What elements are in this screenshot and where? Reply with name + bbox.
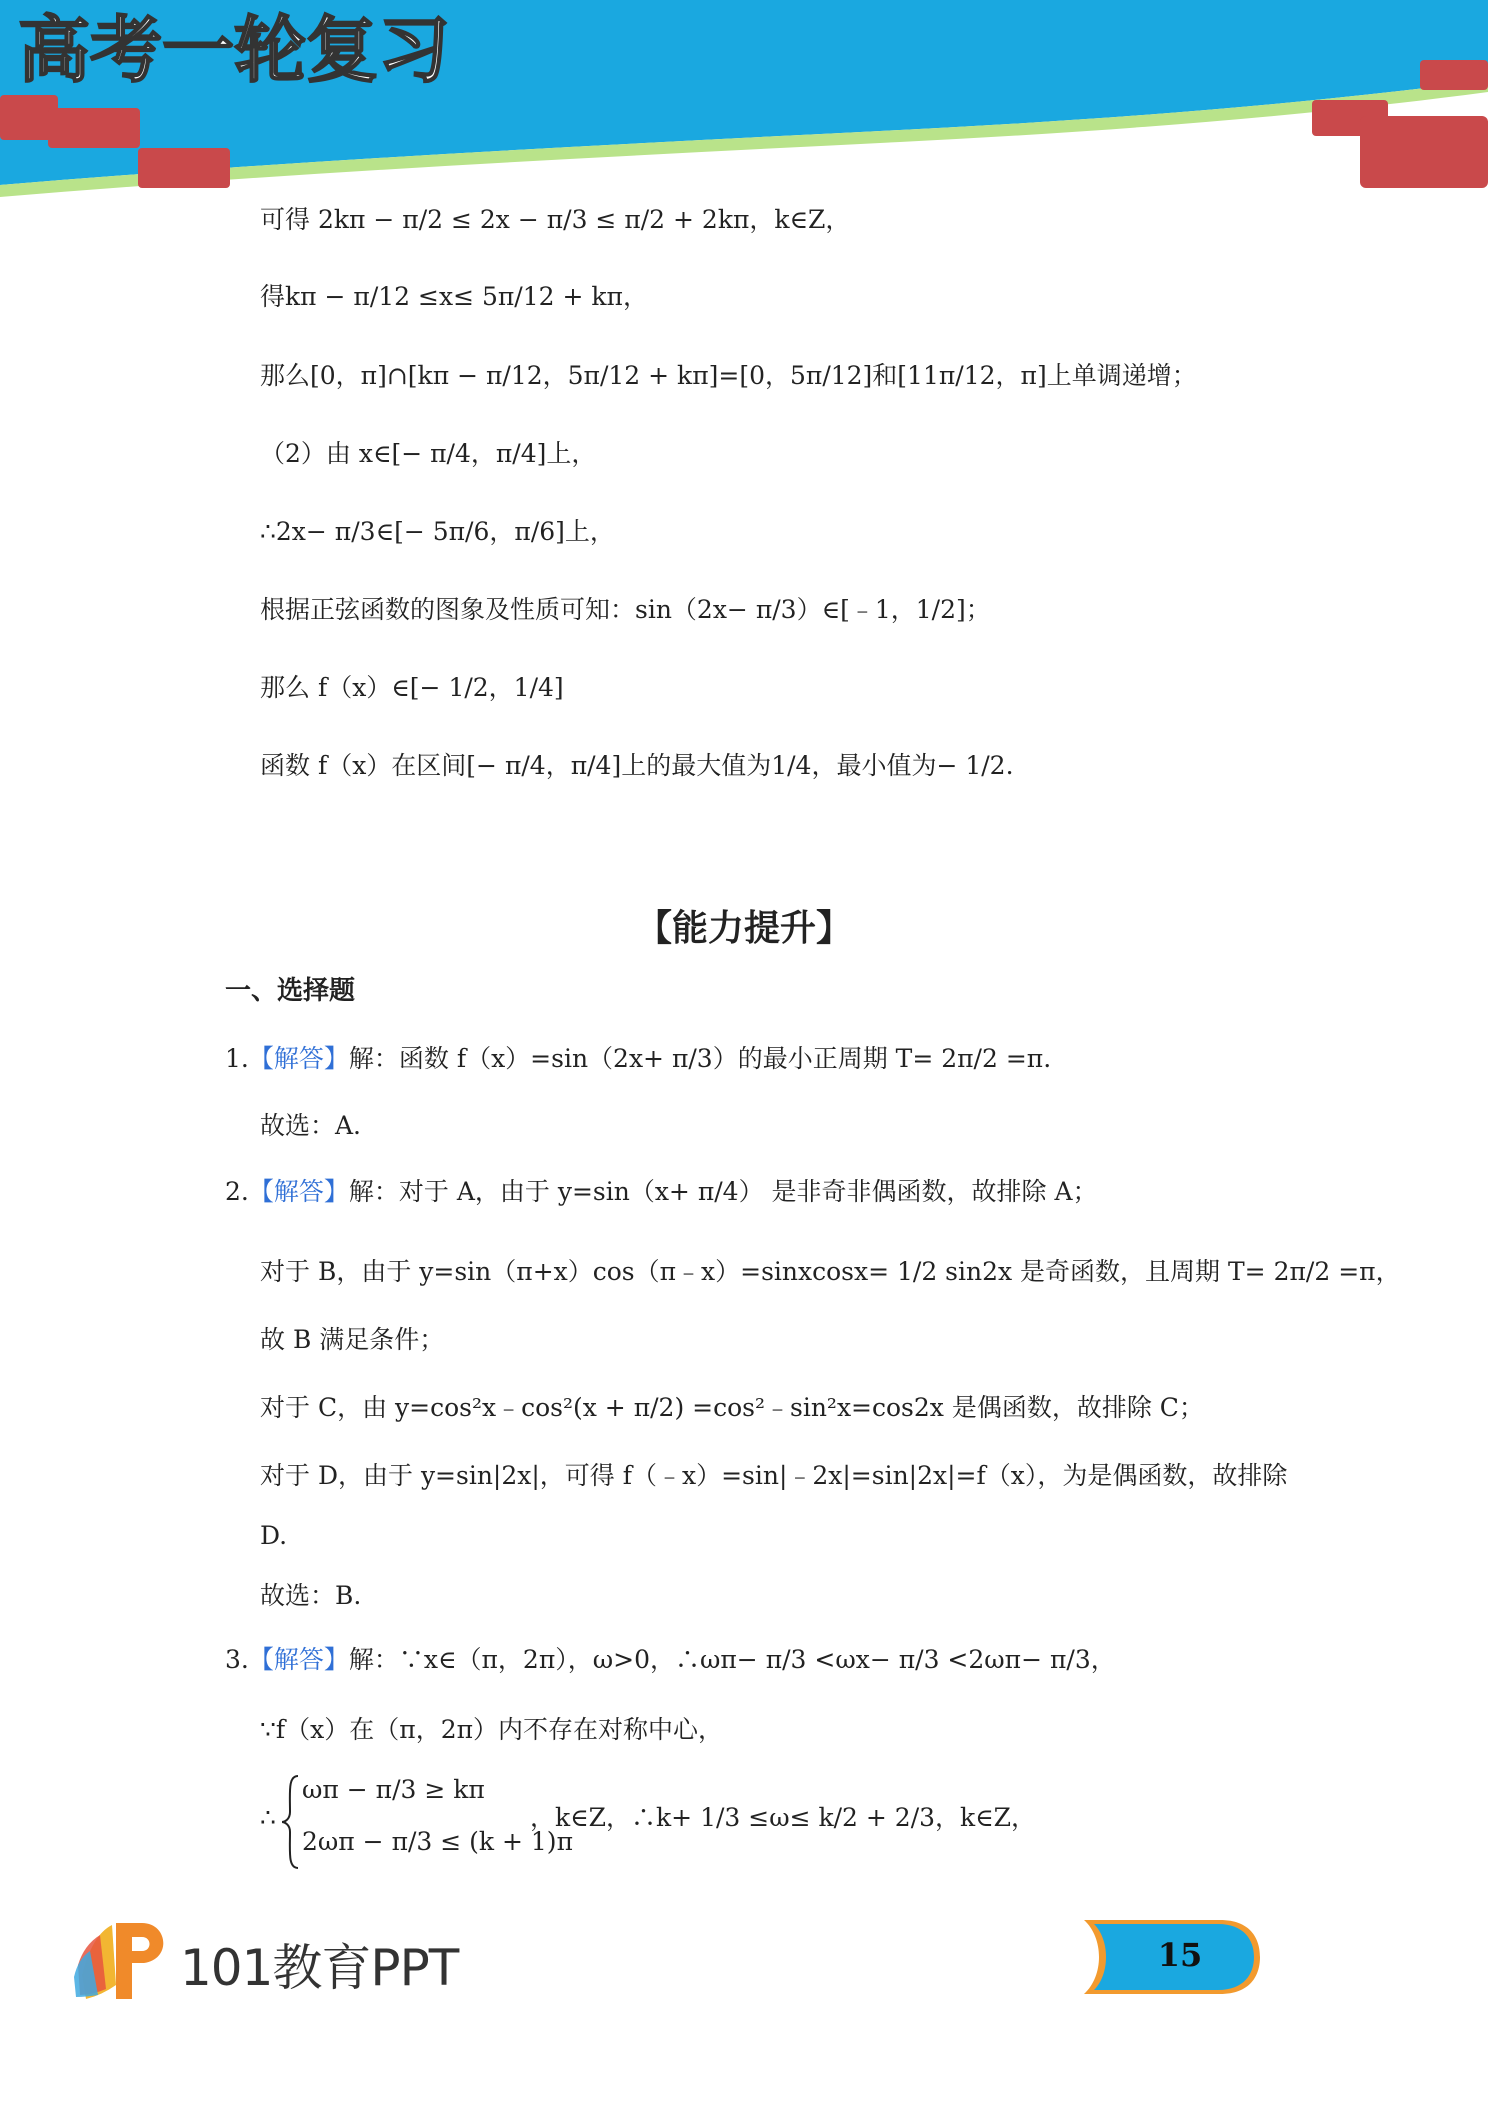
q3-answer-tag: 【解答】 xyxy=(248,1645,349,1674)
q2-option-d-cont: D. xyxy=(260,1521,288,1550)
solution-line-2: 得kπ − π/12 ≤x≤ 5π/12 + kπ， xyxy=(260,282,648,311)
solution-line-5: ∴2x− π/3∈[− 5π/6，π/6]上， xyxy=(260,517,615,546)
header-banner xyxy=(0,0,1488,200)
q3-therefore: ∴ xyxy=(260,1803,276,1832)
q3-line-2: ∵f（x）在（π，2π）内不存在对称中心， xyxy=(260,1715,724,1744)
q3-text: 解：∵x∈（π，2π），ω>0，∴ωπ− π/3 <ωx− π/3 <2ωπ− π/3， xyxy=(348,1645,1116,1674)
q2-option-b-cont: 故 B 满足条件； xyxy=(260,1325,445,1354)
q3-number: 3. xyxy=(225,1645,249,1674)
q3-system-line-1: ωπ − π/3 ≥ kπ xyxy=(302,1775,485,1804)
solution-line-3: 那么[0，π]∩[kπ − π/12，5π/12 + kπ]=[0，5π/12]和[11π/12，π]上单调递增； xyxy=(260,361,1197,390)
q3-system-tail: ，k∈Z，∴k+ 1/3 ≤ω≤ k/2 + 2/3，k∈Z， xyxy=(530,1803,1037,1832)
q1-text: 解：函数 f（x）=sin（2x+ π/3）的最小正周期 T= 2π/2 =π. xyxy=(348,1044,1052,1073)
solution-line-1: 可得 2kπ − π/2 ≤ 2x − π/3 ≤ π/2 + 2kπ，k∈Z， xyxy=(260,205,851,234)
q3-line xyxy=(225,1638,1116,1682)
q2-option-c: 对于 C，由 y=cos²x﹣cos²(x + π/2) =cos²﹣sin²x=cos2x 是偶函数，故排除 C； xyxy=(260,1393,1204,1422)
q2-number: 2. xyxy=(225,1177,249,1206)
solution-line-4: （2）由 x∈[− π/4，π/4]上， xyxy=(260,439,597,468)
q1-number: 1. xyxy=(225,1044,249,1073)
page-number: 15 xyxy=(1157,1936,1203,1974)
q1-choice: 故选：A. xyxy=(260,1111,362,1140)
q2-option-d: 对于 D，由于 y=sin|2x|，可得 f（﹣x）=sin|﹣2x|=sin|2x|=f（x），为是偶函数，故排除 xyxy=(260,1461,1288,1490)
q2-line xyxy=(225,1170,1098,1214)
subsection-title: 一、选择题 xyxy=(225,976,356,1006)
solution-line-7: 那么 f（x）∈[− 1/2，1/4] xyxy=(260,673,564,702)
solution-line-6: 根据正弦函数的图象及性质可知：sin（2x− π/3）∈[﹣1，1/2]； xyxy=(260,595,991,624)
q2-text: 解：对于 A，由于 y=sin（x+ π/4） 是非奇非偶函数，故排除 A； xyxy=(348,1177,1098,1206)
q2-option-b: 对于 B，由于 y=sin（π+x）cos（π﹣x）=sinxcosx= 1/2 sin2x 是奇函数，且周期 T= 2π/2 =π， xyxy=(260,1257,1401,1286)
q1-answer-tag: 【解答】 xyxy=(248,1044,349,1073)
solution-line-8: 函数 f（x）在区间[− π/4，π/4]上的最大值为1/4，最小值为− 1/2. xyxy=(260,751,1014,780)
q3-system-line-2: 2ωπ − π/3 ≤ (k + 1)π xyxy=(302,1827,573,1856)
section-title: 【能力提升】 xyxy=(635,907,852,949)
q2-choice: 故选：B. xyxy=(260,1581,362,1610)
q1-line xyxy=(225,1037,1051,1081)
q2-answer-tag: 【解答】 xyxy=(248,1177,349,1206)
brand-name: 101教育PPT xyxy=(180,1939,459,1997)
system-brace xyxy=(280,1772,302,1872)
header-title: 高考一轮复习 xyxy=(18,8,451,92)
